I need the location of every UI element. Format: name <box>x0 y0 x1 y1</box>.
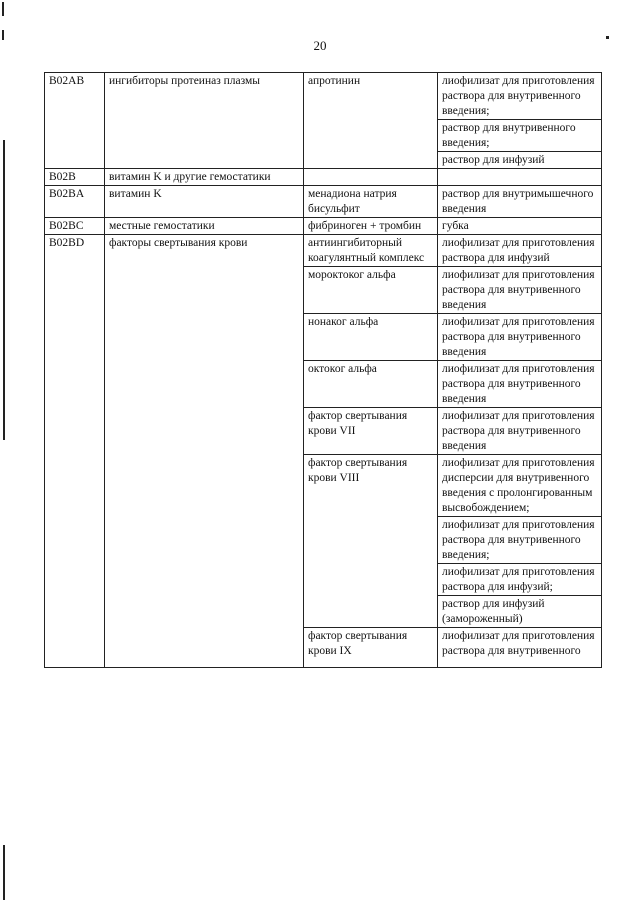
drug-cell <box>304 169 438 186</box>
form-cell: раствор для инфузий (замороженный) <box>438 596 602 628</box>
form-cell: лиофилизат для приготовления раствора для инфузий <box>438 235 602 267</box>
drug-cell: менадиона натрия бисульфит <box>304 186 438 218</box>
table-row <box>45 169 602 186</box>
form-cell <box>438 169 602 186</box>
drug-table <box>44 72 602 668</box>
drug-cell: антиингибиторный коагулянтный комплекс <box>304 235 438 267</box>
form-cell: губка <box>438 218 602 235</box>
atc-code-cell: B02BC <box>45 218 105 235</box>
atc-code-cell: B02B <box>45 169 105 186</box>
drug-cell: нонаког альфа <box>304 314 438 361</box>
scan-margin-mark <box>3 845 5 900</box>
group-cell: витамин K и другие гемостатики <box>105 169 304 186</box>
form-cell: раствор для внутримышечного введения <box>438 186 602 218</box>
group-cell: местные гемостатики <box>105 218 304 235</box>
form-cell: лиофилизат для приготовления раствора для внутривенного введения; <box>438 73 602 120</box>
form-cell: раствор для инфузий <box>438 152 602 169</box>
table-row <box>45 218 602 235</box>
form-cell: раствор для внутривенного введения; <box>438 120 602 152</box>
group-cell: факторы свертывания крови <box>105 235 304 668</box>
scan-margin-mark <box>2 2 4 16</box>
form-cell <box>438 628 602 668</box>
drug-cell: апротинин <box>304 73 438 169</box>
atc-code-cell: B02BA <box>45 186 105 218</box>
form-cell: лиофилизат для приготовления раствора для внутривенного введения <box>438 361 602 408</box>
form-cell: лиофилизат для приготовления раствора для внутривенного введения <box>438 408 602 455</box>
group-cell: витамин K <box>105 186 304 218</box>
form-cell: лиофилизат для приготовления раствора для внутривенного введения <box>438 314 602 361</box>
group-cell: ингибиторы протеиназ плазмы <box>105 73 304 169</box>
form-cell-text: лиофилизат для приготовления раствора для внутривенного <box>442 630 595 657</box>
atc-code-cell: B02AB <box>45 73 105 169</box>
form-cell: лиофилизат для приготовления раствора для внутривенного введения; <box>438 517 602 564</box>
drug-cell: фактор свертывания крови IX <box>304 628 438 668</box>
table-row <box>45 73 602 120</box>
drug-cell: мороктоког альфа <box>304 267 438 314</box>
table-row <box>45 186 602 218</box>
form-cell: лиофилизат для приготовления раствора для внутривенного введения <box>438 267 602 314</box>
atc-code-cell: B02BD <box>45 235 105 668</box>
form-cell: лиофилизат для приготовления раствора для инфузий; <box>438 564 602 596</box>
scan-margin-mark <box>3 140 5 440</box>
drug-cell: фибриноген + тромбин <box>304 218 438 235</box>
drug-cell: октоког альфа <box>304 361 438 408</box>
drug-cell: фактор свертывания крови VII <box>304 408 438 455</box>
form-cell: лиофилизат для приготовления дисперсии для внутривенного введения с пролонгированным высвобождением; <box>438 455 602 517</box>
table-row <box>45 235 602 267</box>
drug-cell: фактор свертывания крови VIII <box>304 455 438 628</box>
page-number: 20 <box>313 38 327 53</box>
